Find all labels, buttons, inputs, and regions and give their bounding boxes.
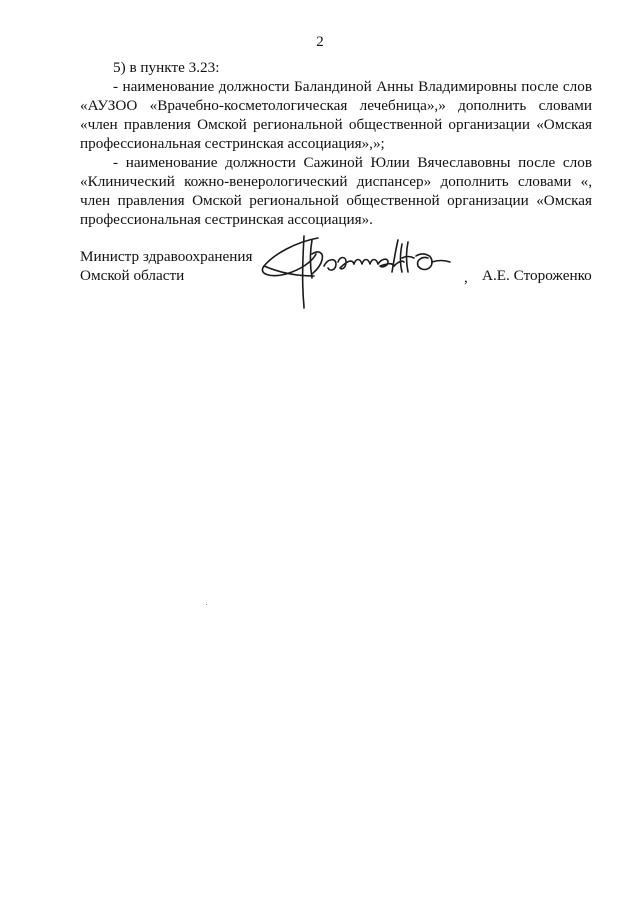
signature-block xyxy=(80,232,592,312)
signature-comma: , xyxy=(464,269,468,286)
scan-speck xyxy=(206,604,207,605)
amendment-paragraph-2: - наименование должности Сажиной Юлии Вячеславовны после слов «Клинический кожно-венерологический диспансер» дополнить словами «, член правления Омской региональной общественной организации «Омская профессиональная сестринская ассоциация». xyxy=(80,154,592,228)
document-body xyxy=(80,58,592,229)
signer-position xyxy=(80,247,270,285)
section-heading: 5) в пункте 3.23: xyxy=(113,59,220,76)
signer-position-line-1: Министр здравоохранения xyxy=(80,248,253,265)
page-number: 2 xyxy=(316,34,324,50)
handwritten-signature xyxy=(256,232,456,310)
signer-name: А.Е. Стороженко xyxy=(482,267,592,284)
signer-position-line-2: Омской области xyxy=(80,267,185,284)
amendment-paragraph-1: - наименование должности Баландиной Анны Владимировны после слов «АУЗОО «Врачебно-косметологическая лечебница»,» дополнить словами «член правления Омской региональной общественной организации «Омская профессиональная сестринская ассоциация»,»; xyxy=(80,78,592,152)
